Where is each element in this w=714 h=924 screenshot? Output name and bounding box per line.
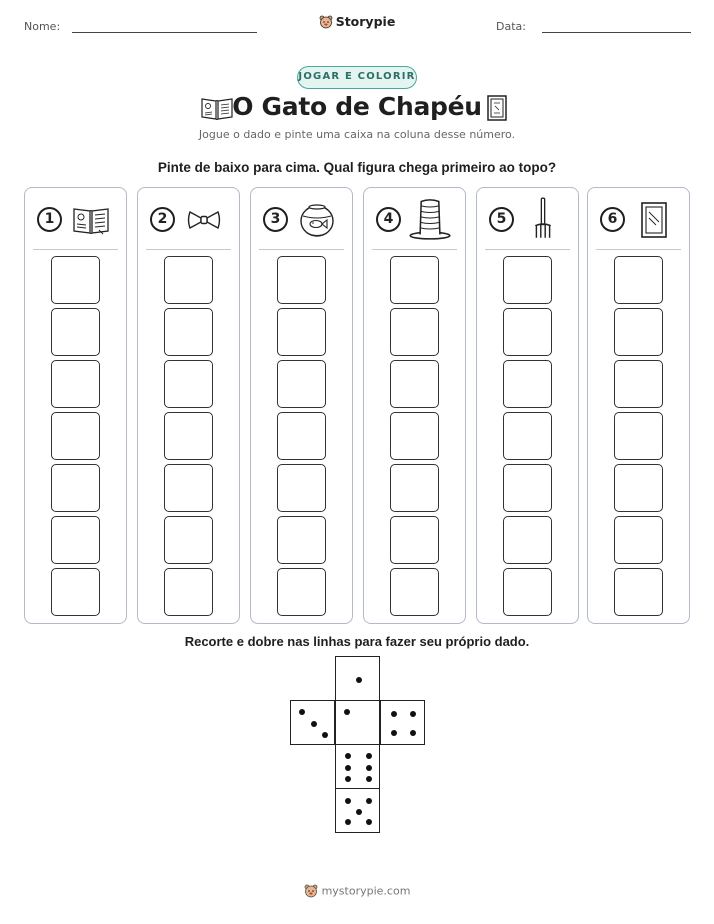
dice-pip	[366, 819, 372, 825]
dice-pip	[391, 711, 397, 717]
column-4	[363, 187, 466, 624]
color-box[interactable]	[614, 464, 663, 512]
picture-frame-icon	[486, 94, 508, 122]
column-number: 1	[37, 207, 62, 232]
footer	[0, 884, 714, 898]
color-box[interactable]	[277, 308, 326, 356]
dice-pip	[391, 730, 397, 736]
color-box[interactable]	[614, 412, 663, 460]
dice-face-1	[335, 700, 380, 745]
brand	[0, 13, 714, 29]
color-box[interactable]	[503, 308, 552, 356]
brand-name: Storypie	[335, 14, 396, 29]
color-box[interactable]	[164, 412, 213, 460]
dice-pip	[311, 721, 317, 727]
color-box[interactable]	[390, 308, 439, 356]
color-box[interactable]	[277, 464, 326, 512]
color-box[interactable]	[503, 360, 552, 408]
color-box[interactable]	[51, 464, 100, 512]
color-box[interactable]	[277, 412, 326, 460]
column-divider	[146, 249, 231, 250]
dice-pip	[366, 753, 372, 759]
color-box[interactable]	[277, 256, 326, 304]
picture-frame-icon	[634, 200, 674, 240]
dice-pip	[366, 776, 372, 782]
striped-hat-icon	[408, 196, 452, 240]
column-1	[24, 187, 127, 624]
name-line	[72, 32, 257, 33]
dice-pip	[366, 798, 372, 804]
color-box[interactable]	[51, 568, 100, 616]
book-icon	[71, 200, 111, 240]
footer-url: mystorypie.com	[321, 884, 411, 898]
color-box[interactable]	[277, 568, 326, 616]
dice-pip	[345, 765, 351, 771]
color-box[interactable]	[390, 256, 439, 304]
color-box[interactable]	[503, 464, 552, 512]
color-box[interactable]	[277, 516, 326, 564]
color-box[interactable]	[51, 308, 100, 356]
color-box[interactable]	[503, 568, 552, 616]
color-box[interactable]	[164, 360, 213, 408]
bow-tie-icon	[184, 200, 224, 240]
dice-net	[290, 656, 425, 836]
color-box[interactable]	[503, 516, 552, 564]
column-divider	[596, 249, 681, 250]
color-box[interactable]	[390, 464, 439, 512]
date-line	[542, 32, 691, 33]
dice-pip	[410, 711, 416, 717]
dice-face-5	[335, 788, 380, 833]
page-title: O Gato de Chapéu	[232, 92, 482, 121]
subtitle: Jogue o dado e pinte uma caixa na coluna desse número.	[198, 128, 516, 141]
storypie-logo-icon	[319, 15, 333, 29]
dice-pip	[299, 709, 305, 715]
color-box[interactable]	[51, 516, 100, 564]
dice-pip	[366, 765, 372, 771]
column-divider	[259, 249, 344, 250]
dice-pip	[322, 732, 328, 738]
dice-face-4	[380, 700, 425, 745]
color-box[interactable]	[614, 516, 663, 564]
category-badge: JOGAR E COLORIR	[297, 66, 417, 89]
date-label: Data:	[496, 20, 526, 33]
color-box[interactable]	[390, 360, 439, 408]
column-number: 2	[150, 207, 175, 232]
color-box[interactable]	[164, 256, 213, 304]
color-box[interactable]	[614, 568, 663, 616]
dice-pip	[345, 819, 351, 825]
color-box[interactable]	[164, 308, 213, 356]
dice-pip	[345, 753, 351, 759]
cut-instructions: Recorte e dobre nas linhas para fazer seu próprio dado.	[184, 634, 530, 649]
color-box[interactable]	[164, 568, 213, 616]
color-box[interactable]	[51, 412, 100, 460]
dice-face-1	[335, 656, 380, 701]
storypie-logo-icon	[304, 884, 318, 898]
color-box[interactable]	[390, 412, 439, 460]
column-divider	[372, 249, 457, 250]
color-box[interactable]	[390, 516, 439, 564]
color-box[interactable]	[614, 256, 663, 304]
dice-face-3	[290, 700, 335, 745]
dice-pip	[345, 798, 351, 804]
column-6	[587, 187, 690, 624]
color-box[interactable]	[614, 308, 663, 356]
column-number: 5	[489, 207, 514, 232]
color-box[interactable]	[164, 464, 213, 512]
color-box[interactable]	[277, 360, 326, 408]
column-2	[137, 187, 240, 624]
dice-pip	[356, 809, 362, 815]
color-box[interactable]	[614, 360, 663, 408]
column-number: 3	[263, 207, 288, 232]
column-number: 4	[376, 207, 401, 232]
dice-pip	[344, 709, 350, 715]
column-5	[476, 187, 579, 624]
column-divider	[33, 249, 118, 250]
column-divider	[485, 249, 570, 250]
color-box[interactable]	[390, 568, 439, 616]
color-box[interactable]	[164, 516, 213, 564]
color-box[interactable]	[503, 256, 552, 304]
rake-icon	[521, 196, 565, 240]
dice-pip	[345, 776, 351, 782]
dice-face-6	[335, 744, 380, 789]
dice-pip	[410, 730, 416, 736]
dice-pip	[356, 677, 362, 683]
race-columns	[24, 187, 690, 624]
instructions: Pinte de baixo para cima. Qual figura chega primeiro ao topo?	[157, 160, 557, 175]
column-3	[250, 187, 353, 624]
fishbowl-icon	[297, 200, 337, 240]
color-box[interactable]	[503, 412, 552, 460]
color-box[interactable]	[51, 360, 100, 408]
column-number: 6	[600, 207, 625, 232]
color-box[interactable]	[51, 256, 100, 304]
name-label: Nome:	[24, 20, 61, 33]
